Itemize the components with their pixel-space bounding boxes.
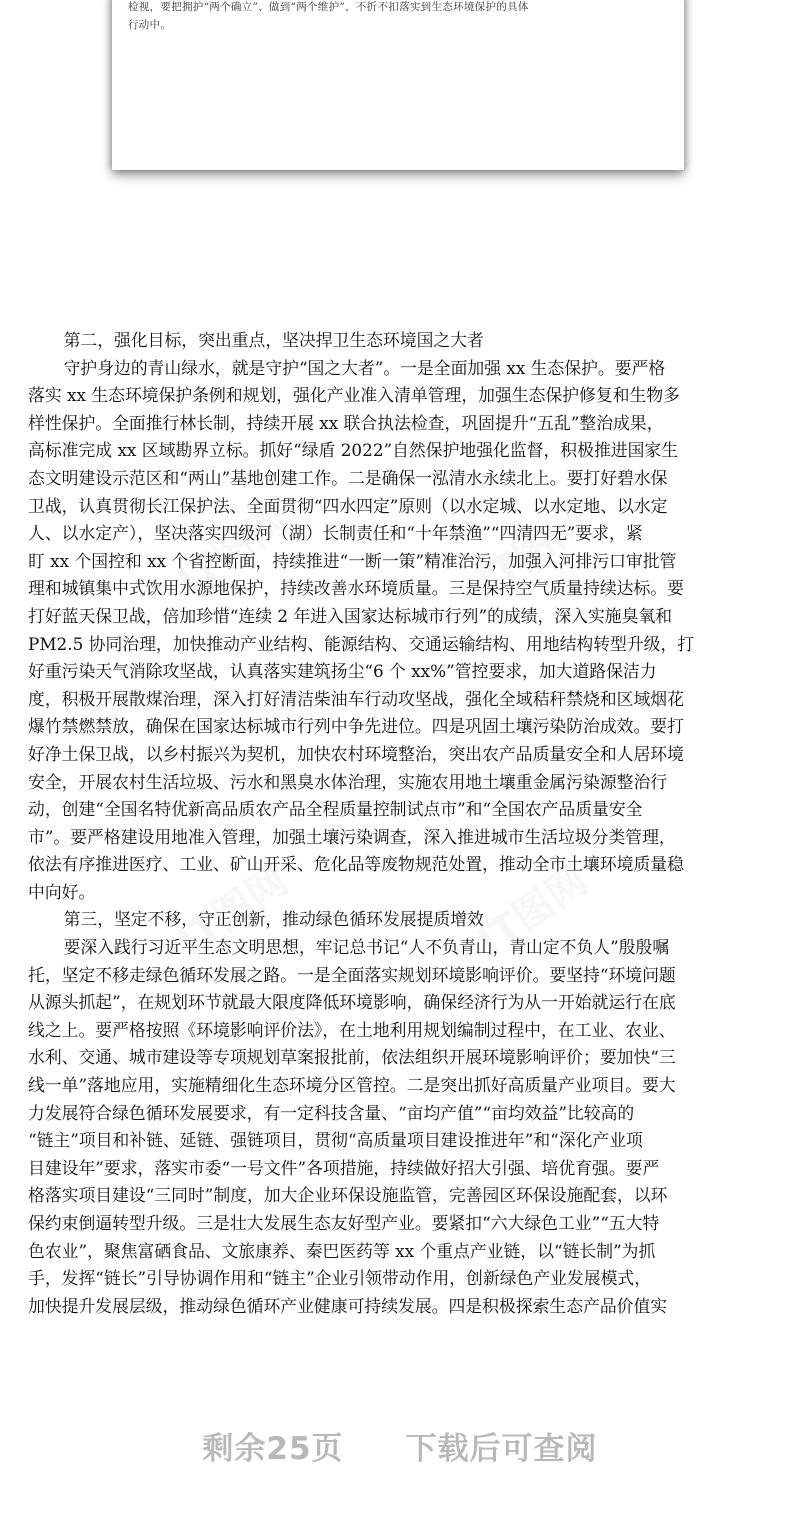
document-line: 理和城镇集中式饮用水源地保护，持续改善水环境质量。三是保持空气质量持续达标。要 <box>28 579 684 600</box>
document-line: 安全，开展农村生活垃圾、污水和黑臭水体治理，实施农用地土壤重金属污染源整治行 <box>28 772 668 793</box>
document-line: 态文明建设示范区和“两山”基地创建工作。二是确保一泓清水永续北上。要打好碧水保 <box>28 468 668 489</box>
document-line: 中向好。 <box>28 882 96 903</box>
document-line: 水利、交通、城市建设等专项规划草案报批前，依法组织开展环境影响评价；要加快“三 <box>28 1048 676 1069</box>
document-line: “链主”项目和补链、延链、强链项目，贯彻“高质量项目建设推进年”和“深化产业项 <box>28 1131 643 1152</box>
document-line: 要深入践行习近平生态文明思想，牢记总书记“人不负青山，青山定不负人”殷殷嘱 <box>63 938 670 959</box>
document-line: 动，创建“全国名特优新高品质农产品全程质量控制试点市”和“全国农产品质量安全 <box>28 800 643 821</box>
document-line: 好净土保卫战，以乡村振兴为契机，加快农村环境整治，突出农产品质量安全和人居环境 <box>28 744 684 765</box>
page-preview-area <box>0 0 800 190</box>
page-preview-card <box>112 0 684 170</box>
document-line: 度，积极开展散煤治理，深入打好清洁柴油车行动攻坚战，强化全域秸秆禁烧和区域烟花 <box>28 689 684 710</box>
document-line: 打好蓝天保卫战，倍加珍惜“连续 2 年进入国家达标城市行列”的成绩，深入实施臭氧和 <box>28 606 673 627</box>
document-line: 第二，强化目标，突出重点，坚决捍卫生态环境国之大者 <box>63 331 484 351</box>
preview-line: 检视，要把拥护“两个确立”、做到“两个维护”，不折不扣落实到生态环境保护的具体 <box>128 1 529 13</box>
document-line: 线一单”落地应用，实施精细化生态环境分区管控。二是突出抓好高质量产业项目。要大 <box>28 1076 676 1097</box>
document-line: 好重污染天气消除攻坚战，认真落实建筑扬尘“6 个 xx%”管控要求，加大道路保洁力 <box>28 662 657 683</box>
document-line: 从源头抓起”，在规划环节就最大限度降低环境影响，确保经济行为从一开始就运行在底 <box>28 993 676 1014</box>
document-line: 守护身边的青山绿水，就是守护“国之大者”。一是全面加强 xx 生态保护。要严格 <box>63 358 666 379</box>
document-line: 依法有序推进医疗、工业、矿山开采、危化品等废物规范处置，推动全市土壤环境质量稳 <box>28 855 684 876</box>
document-line: 托，坚定不移走绿色循环发展之路。一是全面落实规划环境影响评价。要坚持“环境问题 <box>28 965 676 986</box>
download-footer <box>0 1415 800 1475</box>
document-line: 线之上。要严格按照《环境影响评价法》，在土地利用规划编制过程中，在工业、农业、 <box>28 1020 676 1041</box>
download-to-view-link[interactable]: 下载后可查阅 <box>405 1430 598 1467</box>
document-line: 卫战，认真贯彻长江保护法、全面贯彻“四水四定”原则（以水定城、以水定地、以水定 <box>28 496 668 517</box>
document-line: 高标准完成 xx 区域勘界立标。抓好“绿盾 2022”自然保护地强化监督，积极推进国家生 <box>28 441 679 462</box>
document-line: 格落实项目建设“三同时”制度，加大企业环保设施监管，完善园区环保设施配套，以环 <box>28 1186 668 1207</box>
document-line: 保约束倒逼转型升级。三是壮大发展生态友好型产业。要紧扣“六大绿色工业”“五大特 <box>28 1214 660 1234</box>
document-line: 加快提升发展层级，推动绿色循环产业健康可持续发展。四是积极探索生态产品价值实 <box>28 1296 668 1317</box>
document-line: 力发展符合绿色循环发展要求，有一定科技含量、“亩均产值”“亩均效益”比较高的 <box>28 1103 635 1124</box>
document-line: 目建设年”要求，落实市委“一号文件”各项措施，持续做好招大引强、培优育强。要严 <box>28 1158 660 1179</box>
document-line: 市”。要严格建设用地准入管理，加强土壤污染调查，深入推进城市生活垃圾分类管理， <box>28 827 676 848</box>
document-line: PM2.5 协同治理，加快推动产业结构、能源结构、交通运输结构、用地结构转型升级，打 <box>28 634 695 655</box>
document-line: 盯 xx 个国控和 xx 个省控断面，持续推进“一断一策”精准治污，加强入河排污口审批管 <box>28 551 677 572</box>
preview-text-block <box>128 0 648 34</box>
preview-line: 行动中。 <box>128 19 172 31</box>
remaining-pages-label[interactable]: 剩余25页 <box>202 1430 344 1467</box>
document-line: 色农业”，聚焦富硒食品、文旅康养、秦巴医药等 xx 个重点产业链，以“链长制”为抓 <box>28 1241 656 1262</box>
document-line: 第三，坚定不移，守正创新，推动绿色循环发展提质增效 <box>63 910 484 931</box>
document-line: 手，发挥“链长”引导协调作用和“链主”企业引领带动作用，创新绿色产业发展模式， <box>28 1269 652 1290</box>
document-line: 爆竹禁燃禁放，确保在国家达标城市行列中争先进位。四是巩固土壤污染防治成效。要打 <box>28 717 684 738</box>
document-line: 人、以水定产），坚决落实四级河（湖）长制责任和“十年禁渔”“四清四无”要求，紧 <box>28 524 643 545</box>
document-line: 落实 xx 生态环境保护条例和规划，强化产业准入清单管理，加强生态保护修复和生物多 <box>28 386 680 407</box>
document-body <box>28 328 780 1321</box>
document-line: 样性保护。全面推行林长制，持续开展 xx 联合执法检查，巩固提升“五乱”整治成果， <box>28 413 664 434</box>
